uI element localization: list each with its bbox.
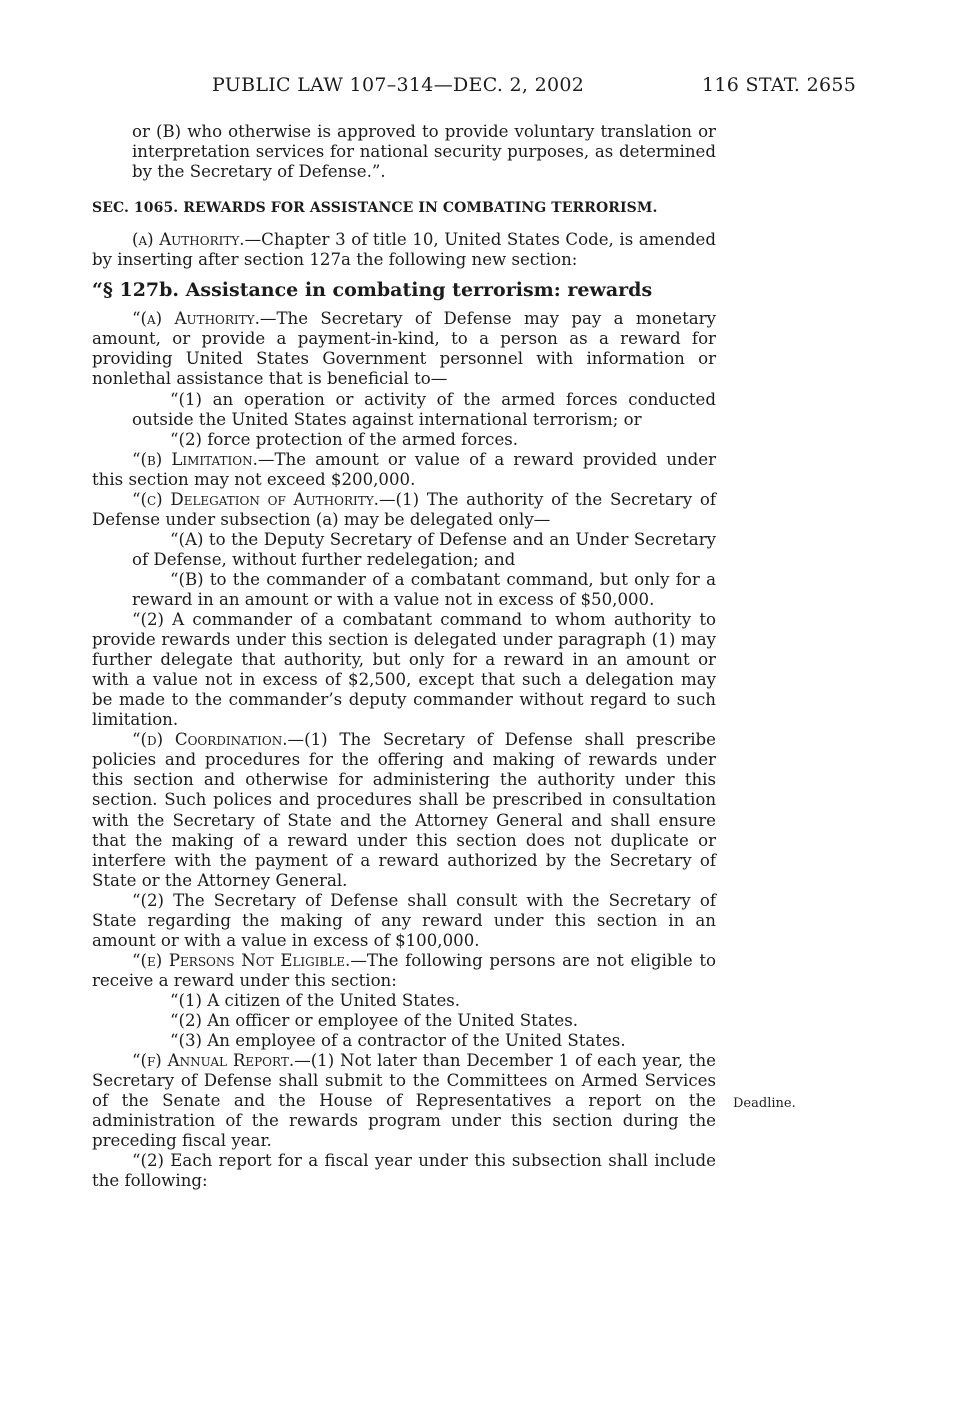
paragraph-a [92,230,716,270]
subsection-b-text: —The amount or value of a reward provided under this section may not exceed $200,000. [92,449,716,489]
subsection-f [92,1051,716,1151]
item-c-A: “(A) to the Deputy Secretary of Defense and an Under Secretary of Defense, without further redelegation; and [132,529,716,569]
document-body [92,122,716,1191]
subsection-d-text: —(1) The Secretary of Defense shall prescribe policies and procedures for the offering and making of rewards under this section and otherwise for administering the authority under this section. Such polices and procedures shall be prescribed in consultation with the Secretary of State and the Attorney General and shall ensure that the making of a reward under this section does not duplicate or interfere with the payment of a reward authorized by the Secretary of State or the Attorney General. [92,730,716,890]
item-c-2: “(2) A commander of a combatant command to whom authority to provide rewards under this section is delegated under paragraph (1) may further delegate that authority, but only for a reward in an amount or with a value not in excess of $2,500, except that such a delegation may be made to the commander’s deputy commander without regard to such limitation. [92,610,716,730]
section-heading: SEC. 1065. REWARDS FOR ASSISTANCE IN COMBATING TERRORISM. [92,200,658,217]
item-a-1: “(1) an operation or activity of the armed forces conducted outside the United States against international terrorism; or [132,389,716,429]
page-number: 116 STAT. 2655 [702,74,857,96]
item-e-1: “(1) A citizen of the United States. [170,990,461,1010]
item-d-2: “(2) The Secretary of Defense shall consult with the Secretary of State regarding the making of any reward under this section in an amount or with a value in excess of $100,000. [92,890,716,950]
subsection-a-text: —The Secretary of Defense may pay a monetary amount, or provide a payment-in-kind, to a person as a reward for providing United States Government personnel with information or nonlethal assistance that is beneficial to— [92,309,716,389]
subsection-heading: “§ 127b. Assistance in combating terrorism: rewards [92,279,653,302]
subsection-e-text: —The following persons are not eligible to receive a reward under this section: [92,950,716,990]
subsection-e [92,951,716,991]
item-a-2: “(2) force protection of the armed forces. [170,429,519,449]
subsection-d-label: “(d) Coordination. [132,730,288,750]
margin-note-deadline: Deadline. [733,1096,796,1111]
subsection-a-label: “(a) Authority. [132,309,260,329]
paragraph-a-text: —Chapter 3 of title 10, United States Code, is amended by inserting after section 127a the following new section: [92,230,716,270]
item-c-B: “(B) to the commander of a combatant command, but only for a reward in an amount or with a value not in excess of $50,000. [132,569,716,609]
continuation-text: or (B) who otherwise is approved to provide voluntary translation or interpretation services for national security purposes, as determined by the Secretary of Defense.”. [132,122,716,182]
subsection-d [92,730,716,890]
item-e-2: “(2) An officer or employee of the United States. [170,1010,579,1030]
running-header-title: PUBLIC LAW 107–314—DEC. 2, 2002 [212,74,585,96]
item-f-2: “(2) Each report for a fiscal year under this subsection shall include the following: [92,1151,716,1191]
subsection-c-label: “(c) Delegation of Authority. [132,489,379,509]
subsection-c [92,490,716,530]
subsection-f-label: “(f) Annual Report. [132,1051,295,1071]
item-e-3: “(3) An employee of a contractor of the United States. [170,1031,626,1051]
paragraph-a-label: (a) Authority. [132,230,245,250]
subsection-b-label: “(b) Limitation. [132,449,258,469]
subsection-f-text: —(1) Not later than December 1 of each year, the Secretary of Defense shall submit to the Committees on Armed Services of the Senate and the House of Representatives a report on the administration of the rewards program under this section during the preceding fiscal year. [92,1051,717,1151]
subsection-c-text: —(1) The authority of the Secretary of Defense under subsection (a) may be delegated only— [92,489,717,529]
subsection-a [92,309,716,389]
subsection-b [92,450,716,490]
subsection-e-label: “(e) Persons Not Eligible. [132,950,351,970]
